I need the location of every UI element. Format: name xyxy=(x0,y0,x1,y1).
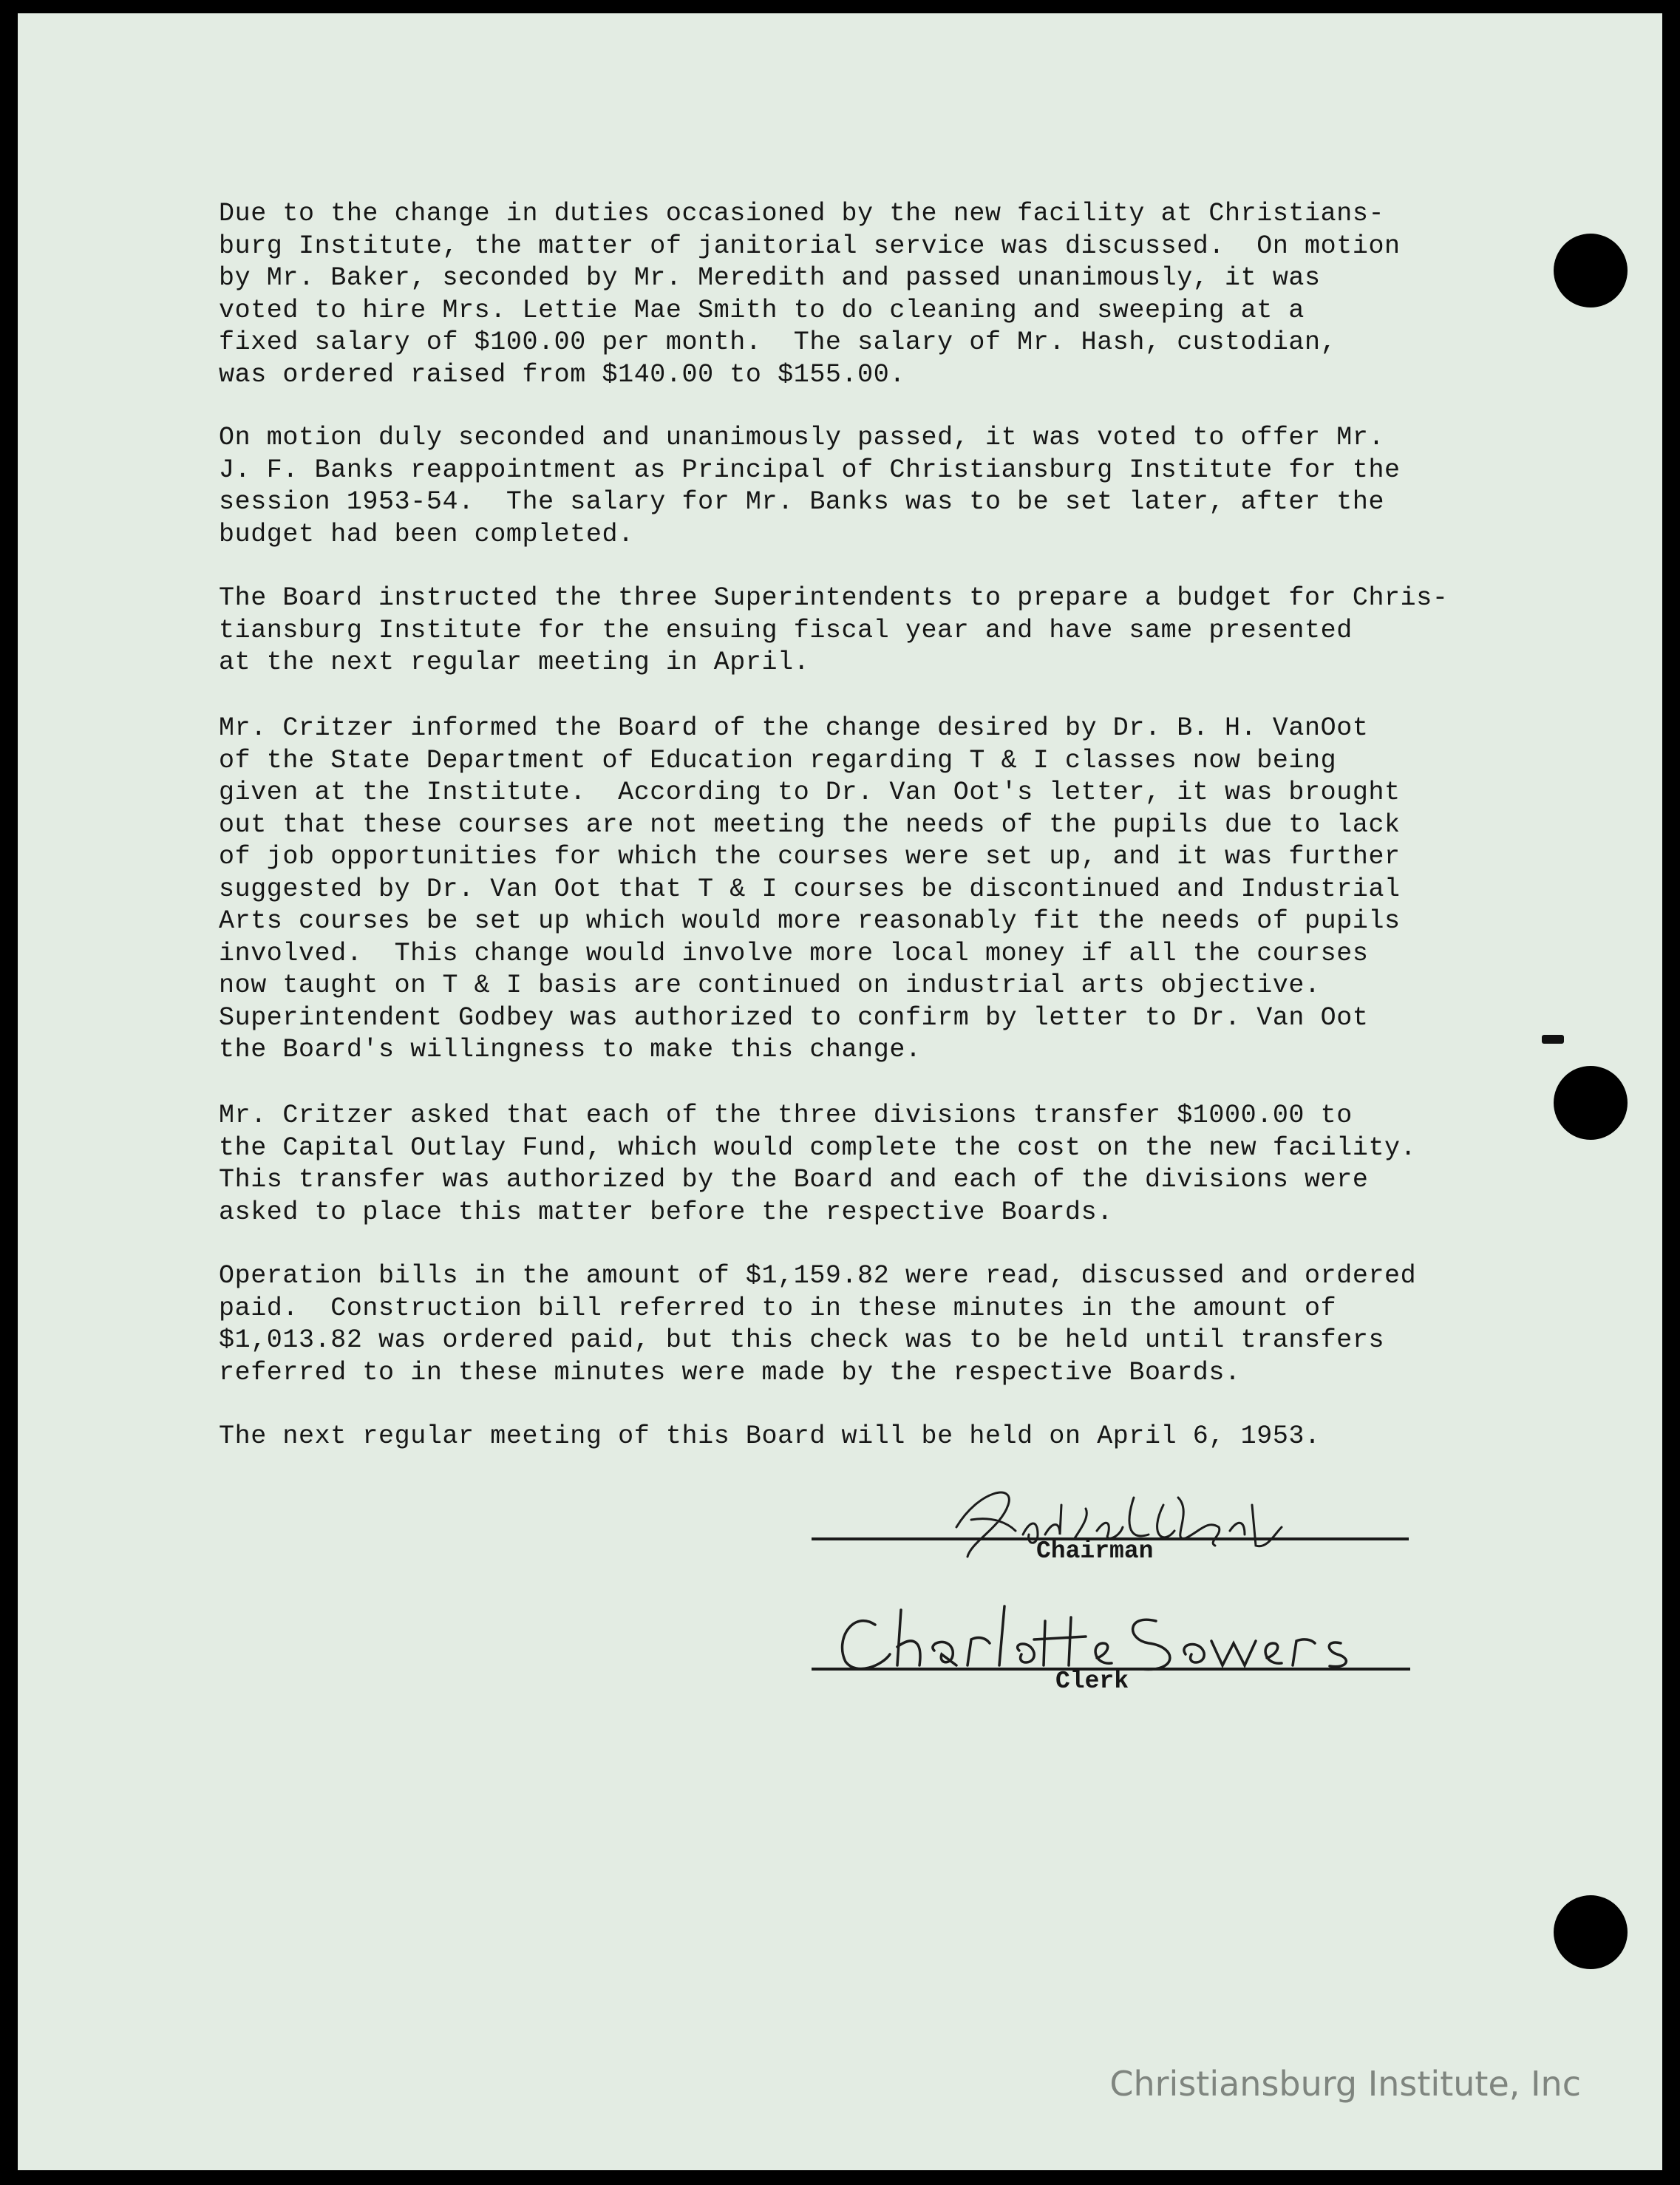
punch-hole-bottom xyxy=(1554,1895,1628,1969)
document-page xyxy=(18,13,1662,2170)
paragraph-budget-instruction: The Board instructed the three Superintendents to prepare a budget for Chris- tiansburg Institute for the ensuing fiscal year and have same presented at the next regular meeting in April. xyxy=(219,583,1449,677)
paragraph-ti-classes: Mr. Critzer informed the Board of the change desired by Dr. B. H. VanOot of the State Department of Education regarding T & I classes now being given at the Institute. According to Dr. Van Oot's letter, it was brought out that these courses are not meeting the needs of the pupils due to lack of job opportunities for which the courses were set up, and it was further suggested by Dr. Van Oot that T & I courses be discontinued and Industrial Arts courses be set up which would more reasonably fit the needs of pupils involved. This change would involve more local money if all the courses now taught on T & I basis are continued on industrial arts objective. Superintendent Godbey was authorized to confirm by letter to Dr. Van Oot the Board's willingness to make this change. xyxy=(219,713,1401,1064)
chairman-label: Chairman xyxy=(1036,1537,1154,1565)
paragraph-capital-outlay: Mr. Critzer asked that each of the three divisions transfer $1000.00 to the Capital Outlay Fund, which would complete the cost on the new facility. This transfer was authorized by the Board and each of the divisions were asked to place this matter before the respective Boards. xyxy=(219,1101,1417,1227)
watermark: Christiansburg Institute, Inc xyxy=(1109,2064,1581,2104)
punch-hole-middle xyxy=(1554,1066,1628,1140)
clerk-label: Clerk xyxy=(1055,1668,1129,1695)
paragraph-operation-bills: Operation bills in the amount of $1,159.82 were read, discussed and ordered paid. Construction bill referred to in these minutes in the amount of $1,013.82 was ordered paid, but this check was to be held until transfers referred to in these minutes were made by the respective Boards. xyxy=(219,1261,1417,1387)
punch-hole-top xyxy=(1554,234,1628,307)
paragraph-next-meeting: The next regular meeting of this Board will be held on April 6, 1953. xyxy=(219,1421,1321,1451)
ink-mark xyxy=(1542,1035,1564,1044)
paragraph-principal-reappointment: On motion duly seconded and unanimously passed, it was voted to offer Mr. J. F. Banks reappointment as Principal of Christiansburg Institute for the session 1953-54. The salary for Mr. Banks was to be set later, after the budget had been completed. xyxy=(219,423,1401,549)
paragraph-janitorial-service: Due to the change in duties occasioned by the new facility at Christians- burg Institute, the matter of janitorial service was discussed. On motion by Mr. Baker, seconded by Mr. Meredith and passed unanimously, it was voted to hire Mrs. Lettie Mae Smith to do cleaning and sweeping at a fixed salary of $100.00 per month. The salary of Mr. Hash, custodian, was ordered raised from $140.00 to $155.00. xyxy=(219,199,1401,390)
